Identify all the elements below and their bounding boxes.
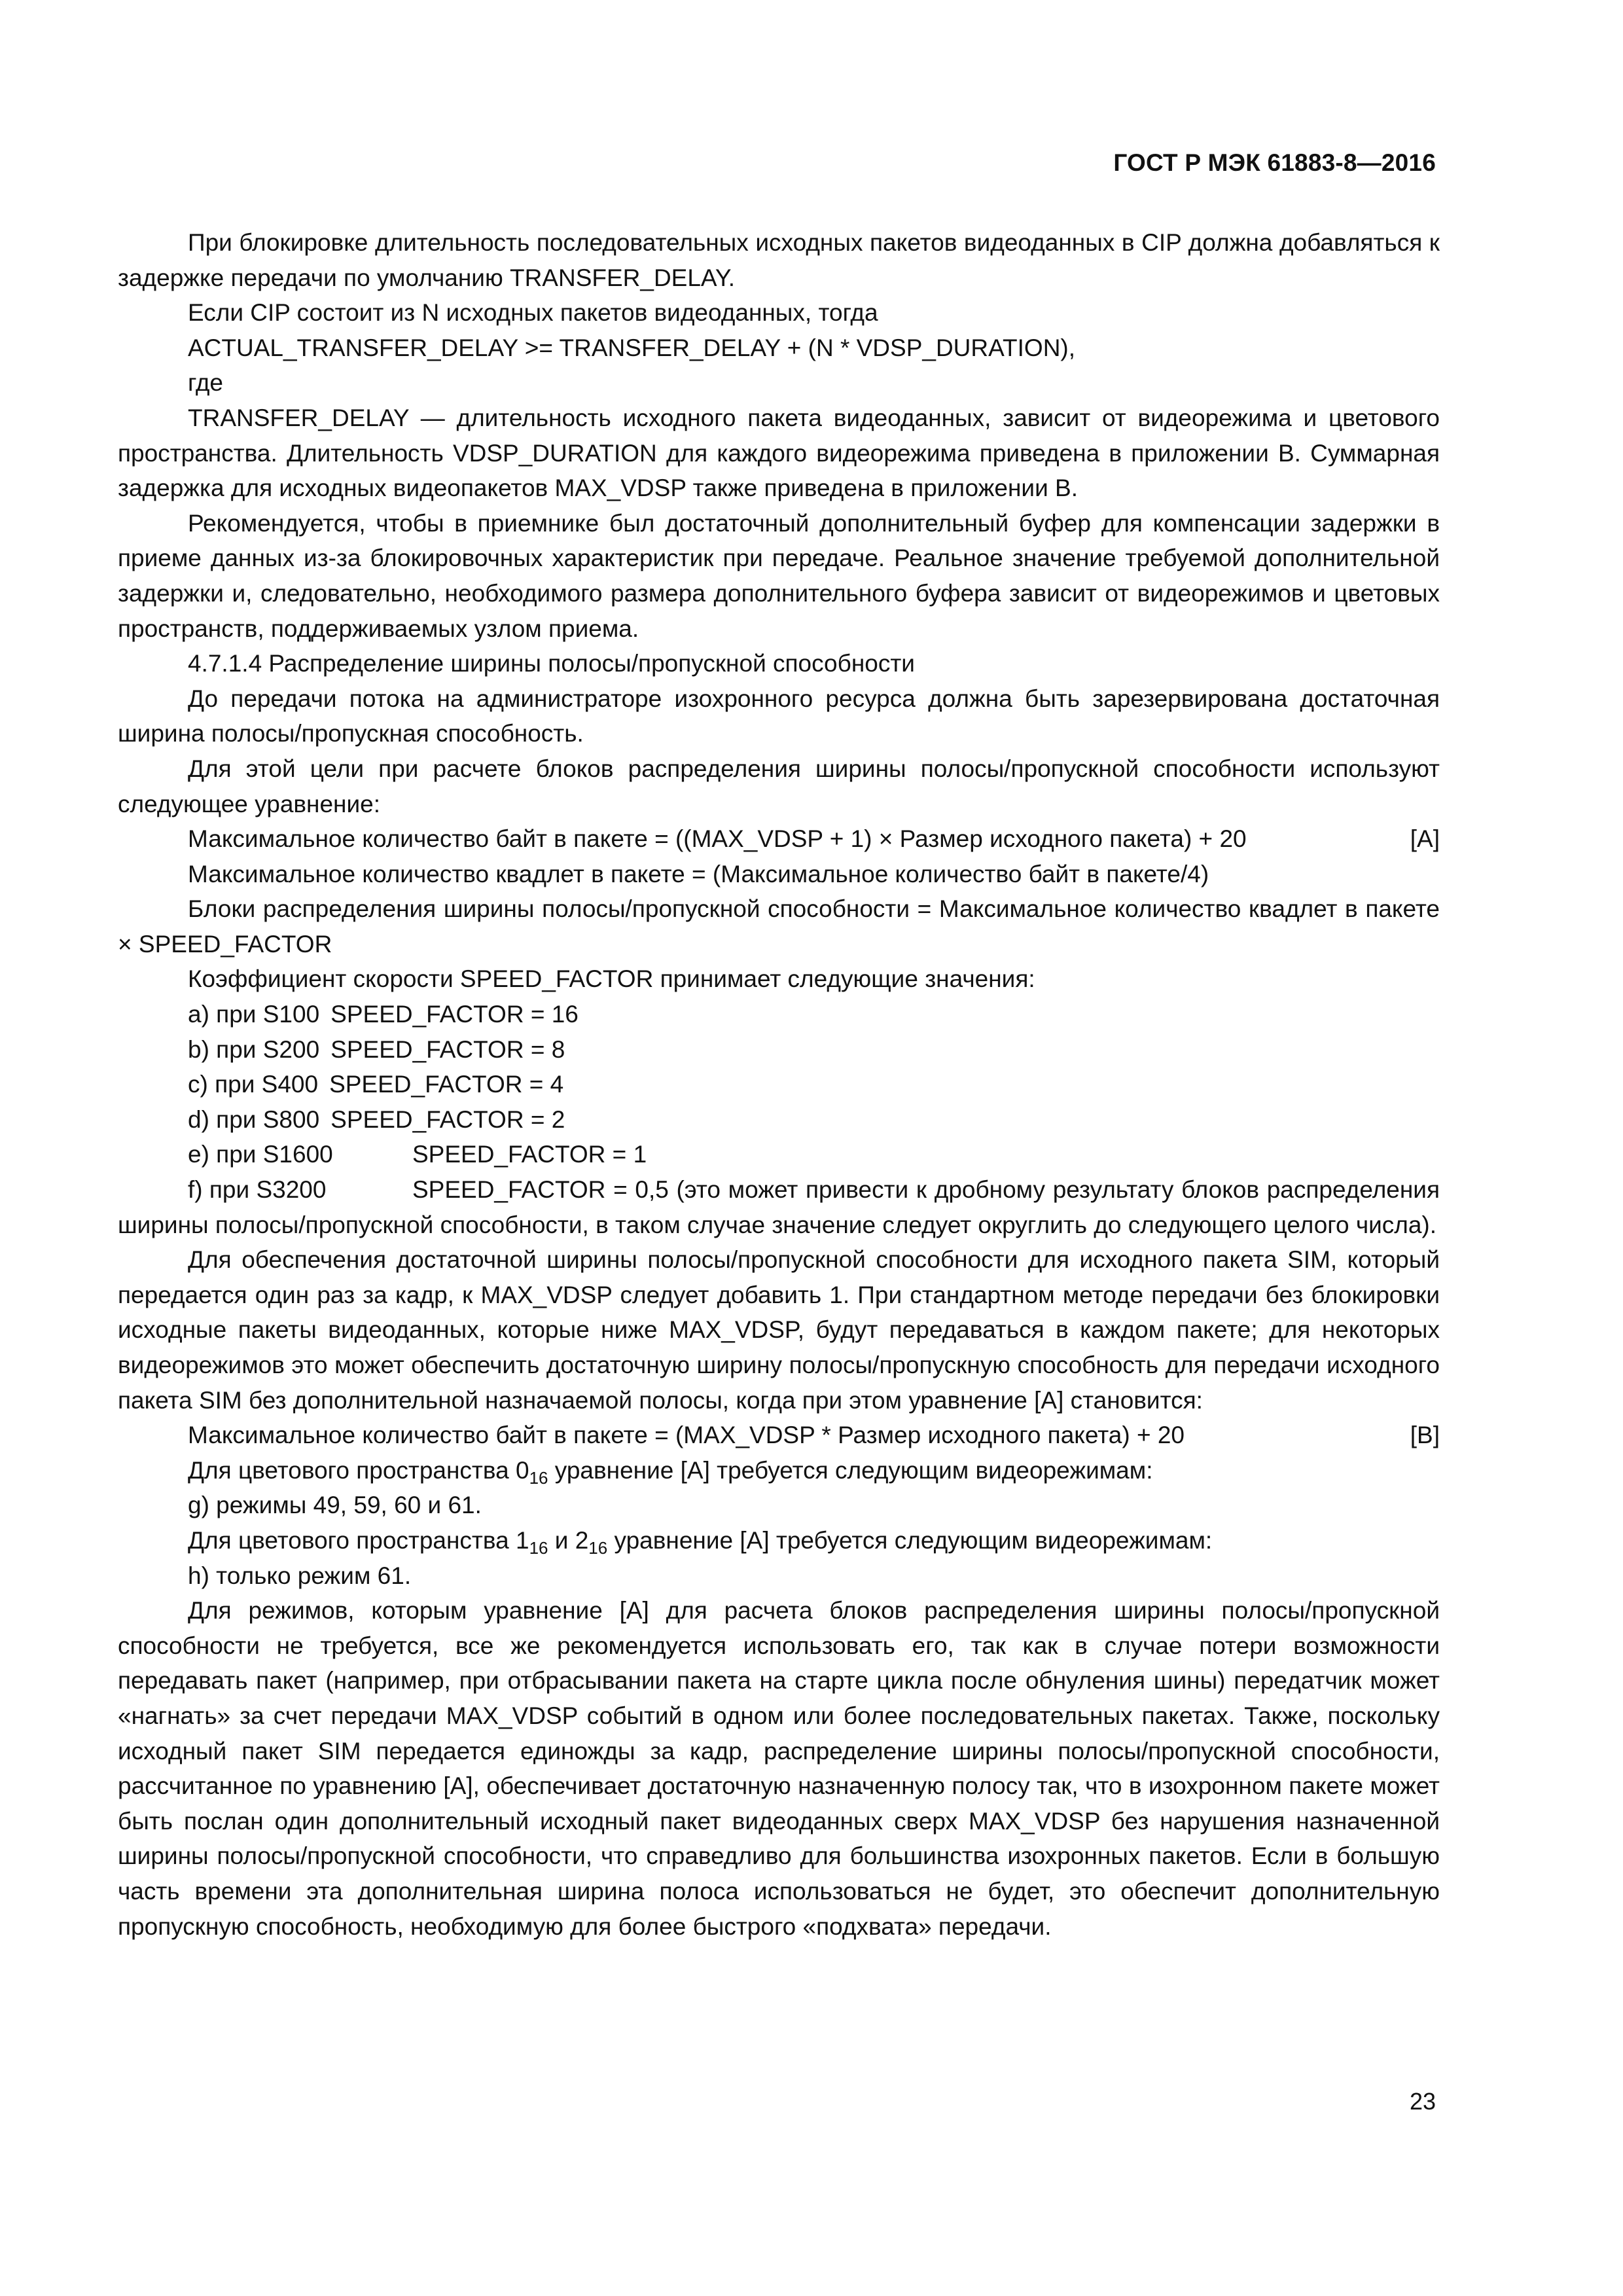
speed-item-b <box>118 1032 1440 1067</box>
speed-factor-intro: Коэффициент скорости SPEED_FACTOR принимает следующие значения: <box>188 965 1035 993</box>
speed-item-c <box>118 1067 1440 1102</box>
document-header: ГОСТ Р МЭК 61883-8—2016 <box>1113 149 1436 176</box>
speed-item-value: SPEED_FACTOR = 4 <box>329 1071 564 1098</box>
paragraph-bandwidth-reservation: До передачи потока на администраторе изохронного ресурса должна быть зарезервирована достаточная ширина полосы/пропускная способность. <box>118 685 1440 747</box>
page-number: 23 <box>1409 2088 1436 2115</box>
paragraph-equation-intro: Для этой цели при расчете блоков распределения ширины полосы/пропускной способности используют следующее уравнение: <box>118 755 1440 817</box>
paragraph-receiver-buffer: Рекомендуется, чтобы в приемнике был достаточный дополнительный буфер для компенсации задержки в приеме данных из-за блокировочных характеристик при передаче. Реальное значение требуемой дополнительной задержки и, следовательно, необходимого размера дополнительного буфера зависит от видеорежимов и цветовых пространств, поддерживаемых узлом приема. <box>118 509 1440 642</box>
list-item-h: h) только режим 61. <box>188 1562 412 1589</box>
equation-b <box>118 1418 1440 1453</box>
speed-item-d <box>118 1102 1440 1138</box>
equation-b-text: Максимальное количество байт в пакете = (MAX_VDSP * Размер исходного пакета) + 20 <box>188 1422 1185 1449</box>
speed-item-value: SPEED_FACTOR = 8 <box>330 1035 565 1063</box>
speed-item-value: SPEED_FACTOR = 0,5 (это может привести к дробному результату блоков распределения ширины полосы/пропускной способности, в таком случае значение следует округлить до следующего целого числа). <box>118 1176 1440 1238</box>
equation-a-text: Максимальное количество байт в пакете = ((MAX_VDSP + 1) × Размер исходного пакета) + 20 <box>188 825 1247 853</box>
speed-item-a <box>118 997 1440 1032</box>
equation-allocation-units: Блоки распределения ширины полосы/пропускной способности = Максимальное количество квадлет в пакете × SPEED_FACTOR <box>118 895 1440 958</box>
page-body <box>118 225 1440 1944</box>
equation-b-tag: [B] <box>1410 1422 1440 1449</box>
speed-item-label: b) при S200 <box>188 1035 320 1063</box>
equation-a-tag: [A] <box>1410 825 1440 853</box>
speed-item-label: d) при S800 <box>188 1105 320 1133</box>
colorspace-0-line: Для цветового пространства $0_{16}$ уравнение [A] требуется следующим видеорежимам: <box>188 1456 1153 1488</box>
formula-actual-transfer-delay: ACTUAL_TRANSFER_DELAY >= TRANSFER_DELAY + (N * VDSP_DURATION), <box>188 334 1076 361</box>
section-heading: 4.7.1.4 Распределение ширины полосы/пропускной способности <box>188 650 915 677</box>
speed-item-value: SPEED_FACTOR = 1 <box>412 1141 647 1168</box>
speed-item-label: c) при S400 <box>188 1071 319 1098</box>
paragraph-transfer-delay-definition: TRANSFER_DELAY — длительность исходного пакета видеоданных, зависит от видеорежима и цветового пространства. Длительность VDSP_DURATION для каждого видеорежима приведена в приложении В. Суммарная задержка для исходных видеопакетов MAX_VDSP также приведена в приложении В. <box>118 404 1440 502</box>
colorspace-1-2-line: Для цветового пространства $1_{16}$ и $2_{16}$ уравнение [A] требуется следующим видеорежимам: <box>188 1526 1213 1558</box>
formula-where: где <box>188 369 224 397</box>
paragraph-cip-packets: Если CIP состоит из N исходных пакетов видеоданных, тогда <box>188 299 878 327</box>
speed-item-label: e) при S1600 <box>188 1141 333 1168</box>
speed-item-value: SPEED_FACTOR = 16 <box>330 1001 579 1028</box>
paragraph-recommendation: Для режимов, которым уравнение [A] для расчета блоков распределения ширины полосы/пропускной способности не требуется, все же рекомендуется использовать его, так как в случае потери возможности передавать пакет (например, при отбрасывании пакета на старте цикла после обнуления шины) передатчик может «нагнать» за счет передачи MAX_VDSP событий в одном или более последовательных пакетах. Также, поскольку исходный пакет SIM передается единожды за кадр, распределение ширины полосы/пропускной способности, рассчитанное по уравнению [A], обеспечивает достаточную назначенную полосу так, что в изохронном пакете может быть послан один дополнительный исходный пакет видеоданных сверх MAX_VDSP без нарушения назначенной ширины полосы/пропускной способности, что справедливо для большинства изохронных пакетов. Если в большую часть времени эта дополнительная ширина полоса использоваться не будет, это обеспечит дополнительную пропускную способность, необходимую для более быстрого «подхвата» передачи. <box>118 1597 1440 1940</box>
list-item-g: g) режимы 49, 59, 60 и 61. <box>188 1492 482 1519</box>
paragraph-sim-packet: Для обеспечения достаточной ширины полосы/пропускной способности для исходного пакета SIM, который передается один раз за кадр, к MAX_VDSP следует добавить 1. При стандартном методе передачи без блокировки исходные пакеты видеоданных, которые ниже MAX_VDSP, будут передаваться в каждом пакете; для некоторых видеорежимов это может обеспечить достаточную ширину полосы/пропускную способность для передачи исходного пакета SIM без дополнительной назначаемой полосы, когда при этом уравнение [A] становится: <box>118 1246 1440 1414</box>
equation-a <box>118 821 1440 857</box>
speed-item-label: f) при S3200 <box>188 1176 327 1204</box>
speed-item-value: SPEED_FACTOR = 2 <box>330 1105 565 1133</box>
speed-item-f <box>118 1172 1440 1242</box>
speed-item-label: а) при S100 <box>188 1001 320 1028</box>
speed-item-e <box>118 1137 1440 1172</box>
equation-quadlets: Максимальное количество квадлет в пакете = (Максимальное количество байт в пакете/4) <box>188 860 1209 888</box>
paragraph-blocking-delay: При блокировке длительность последовательных исходных пакетов видеоданных в CIP должна добавляться к задержке передачи по умолчанию TRANSFER_DELAY. <box>118 229 1440 291</box>
